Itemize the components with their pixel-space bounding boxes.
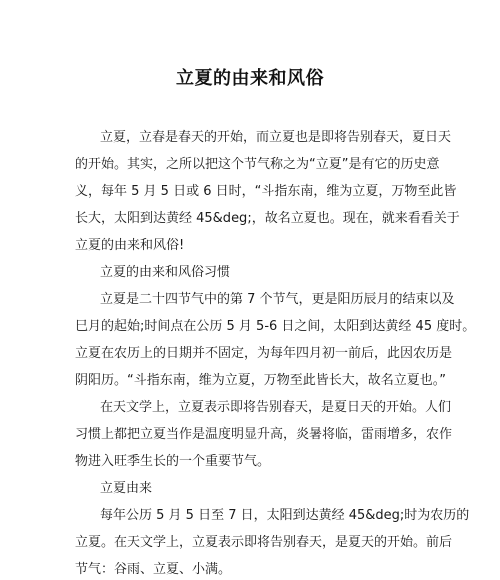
paragraph-3-line-2: 习惯上都把立夏当作是温度明显升高，炎暑将临，雷雨增多，农作 [75,427,453,442]
section-heading-customs: 立夏的由来和风俗习惯 [100,265,231,280]
document-title: 立夏的由来和风俗 [176,68,324,89]
paragraph-1-line-4: 长大，太阳到达黄经 45&deg;，故名立夏也。现在，就来看看关于 [75,211,460,226]
paragraph-2-line-1: 立夏是二十四节气中的第 7 个节气，更是阳历辰月的结束以及 [100,292,455,307]
paragraph-2-line-3: 立夏在农历上的日期并不固定，为每年四月初一前后，此因农历是 [75,346,453,361]
section-heading-origin: 立夏由来 [100,481,153,496]
paragraph-1-line-2: 的开始。其实，之所以把这个节气称之为“立夏”是有它的历史意 [75,157,440,172]
paragraph-2-line-2: 巳月的起始;时间点在公历 5 月 5-6 日之间，太阳到达黄经 45 度时。 [75,319,476,334]
paragraph-3-line-3: 物进入旺季生长的一个重要节气。 [75,454,271,469]
paragraph-4-line-1: 每年公历 5 月 5 日至 7 日，太阳到达黄经 45&deg;时为农历的 [100,508,470,523]
paragraph-1-line-1: 立夏，立春是春天的开始，而立夏也是即将告别春天，夏日天 [100,130,452,145]
paragraph-1-line-5: 立夏的由来和风俗! [75,238,185,253]
paragraph-3-line-1: 在天文学上，立夏表示即将告别春天，是夏日天的开始。人们 [100,400,452,415]
paragraph-4-line-2: 立夏。在天文学上，立夏表示即将告别春天，是夏天的开始。前后 [75,535,453,550]
paragraph-1-line-3: 义，每年 5 月 5 日或 6 日时，“斗指东南，维为立夏，万物至此皆 [75,184,457,199]
paragraph-4-line-3: 节气：谷雨、立夏、小满。 [75,562,232,577]
paragraph-2-line-4: 阴阳历。“斗指东南，维为立夏，万物至此皆长大，故名立夏也。” [75,373,446,388]
